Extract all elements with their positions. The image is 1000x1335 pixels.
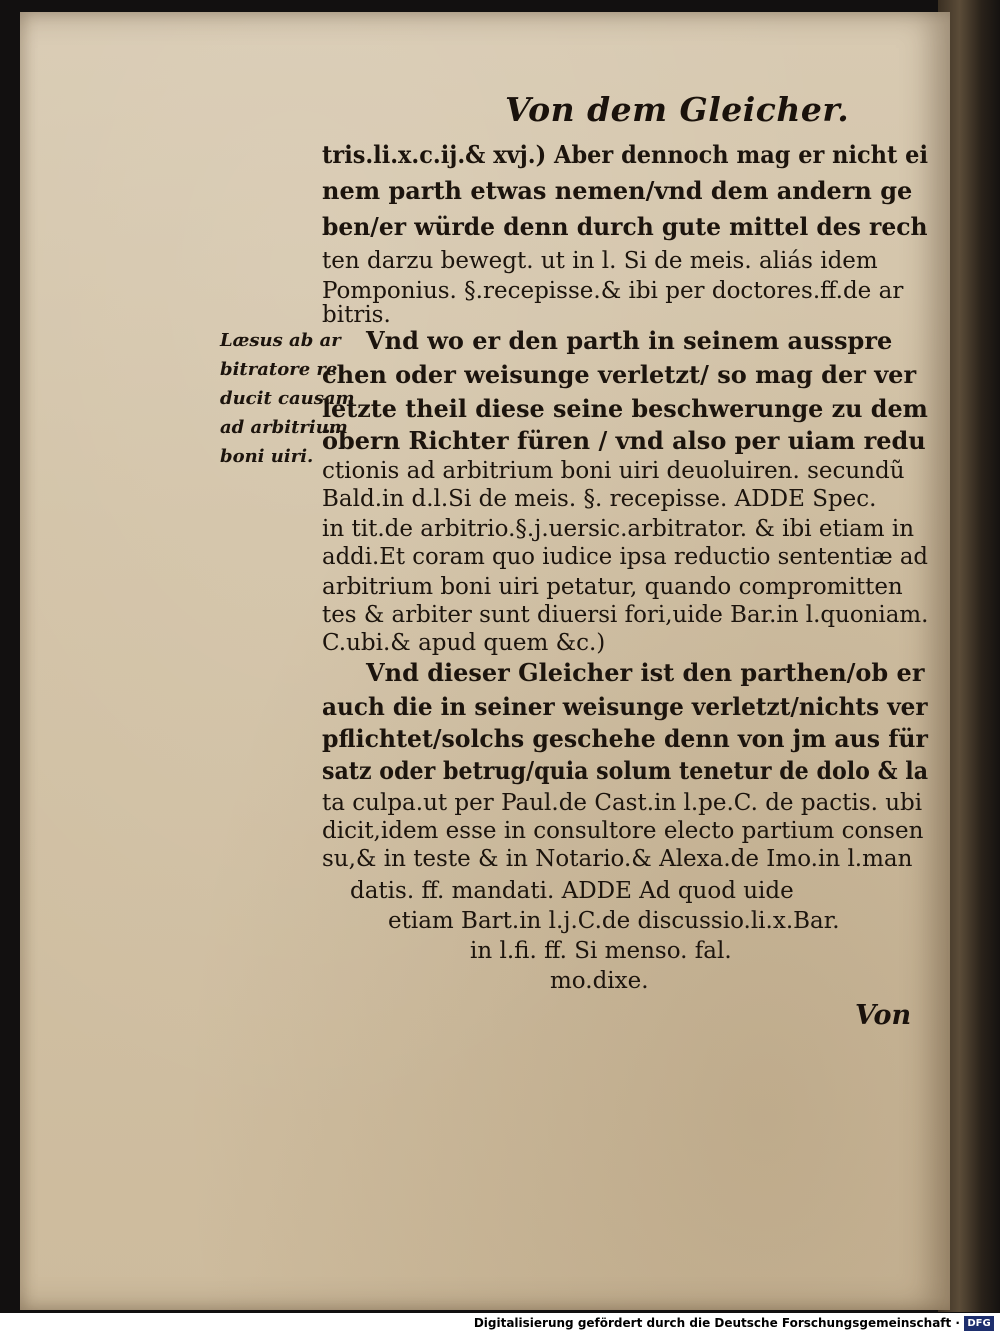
text-line: dicit,idem esse in consultore electo partium consen xyxy=(322,818,924,844)
margin-note-line: bitratore re xyxy=(220,359,338,380)
text-line: su,& in teste & in Notario.& Alexa.de Imo.in l.man xyxy=(322,846,913,872)
text-line: nem parth etwas nemen/vnd dem andern ge xyxy=(322,176,913,205)
text-line: in tit.de arbitrio.§.j.uersic.arbitrator. & ibi etiam in xyxy=(322,516,915,542)
book-page xyxy=(20,12,950,1310)
text-line: chen oder weisunge verletzt/ so mag der ver xyxy=(322,360,917,389)
text-line: Vnd wo er den parth in seinem ausspre xyxy=(366,326,893,355)
text-line: ctionis ad arbitrium boni uiri deuoluiren. secundũ xyxy=(322,458,905,484)
text-line: letzte theil diese seine beschwerunge zu dem xyxy=(322,394,928,423)
text-line: bitris. xyxy=(322,302,391,328)
text-line: etiam Bart.in l.j.C.de discussio.li.x.Bar. xyxy=(388,908,840,934)
text-line: Pomponius. §.recepisse.& ibi per doctores.ff.de ar xyxy=(322,278,904,304)
text-line: tes & arbiter sunt diuersi fori,uide Bar.in l.quoniam. xyxy=(322,602,929,628)
text-line: datis. ff. mandati. ADDE Ad quod uide xyxy=(350,878,794,904)
margin-note-line: boni uiri. xyxy=(220,446,314,467)
catchword: Von xyxy=(855,1000,912,1031)
text-line: in l.fi. ff. Si menso. fal. xyxy=(470,938,732,964)
margin-note-line: ad arbitrium xyxy=(220,417,348,438)
text-line: C.ubi.& apud quem &c.) xyxy=(322,630,606,656)
text-line: tris.li.x.c.ij.& xvj.) Aber dennoch mag er nicht ei xyxy=(322,140,928,169)
running-header: Von dem Gleicher. xyxy=(505,90,850,129)
digitization-footer xyxy=(0,1313,1000,1335)
text-line: ta culpa.ut per Paul.de Cast.in l.pe.C. de pactis. ubi xyxy=(322,790,923,816)
margin-note-line: Læsus ab ar xyxy=(220,330,341,351)
text-line: ben/er würde denn durch gute mittel des rech xyxy=(322,212,928,241)
text-line: auch die in seiner weisunge verletzt/nichts ver xyxy=(322,692,928,721)
footer-credit: Digitalisierung gefördert durch die Deutsche Forschungsgemeinschaft · xyxy=(473,1316,960,1330)
text-line: arbitrium boni uiri petatur, quando compromitten xyxy=(322,574,903,600)
text-line: Vnd dieser Gleicher ist den parthen/ob er xyxy=(366,658,925,687)
text-line: addi.Et coram quo iudice ipsa reductio sententiæ ad xyxy=(322,544,929,570)
margin-note-line: ducit causam xyxy=(220,388,355,409)
text-line: satz oder betrug/quia solum tenetur de dolo & la xyxy=(322,756,929,785)
text-line: öbern Richter füren / vnd also per uiam redu xyxy=(322,426,926,455)
text-line: mo.dixe. xyxy=(550,968,649,994)
text-line: Bald.in d.l.Si de meis. §. recepisse. ADDE Spec. xyxy=(322,486,877,512)
dfg-logo-icon: DFG xyxy=(964,1316,994,1331)
text-line: ten darzu bewegt. ut in l. Si de meis. aliás idem xyxy=(322,248,878,274)
text-line: pflichtet/solchs geschehe denn von jm aus für xyxy=(322,724,928,753)
